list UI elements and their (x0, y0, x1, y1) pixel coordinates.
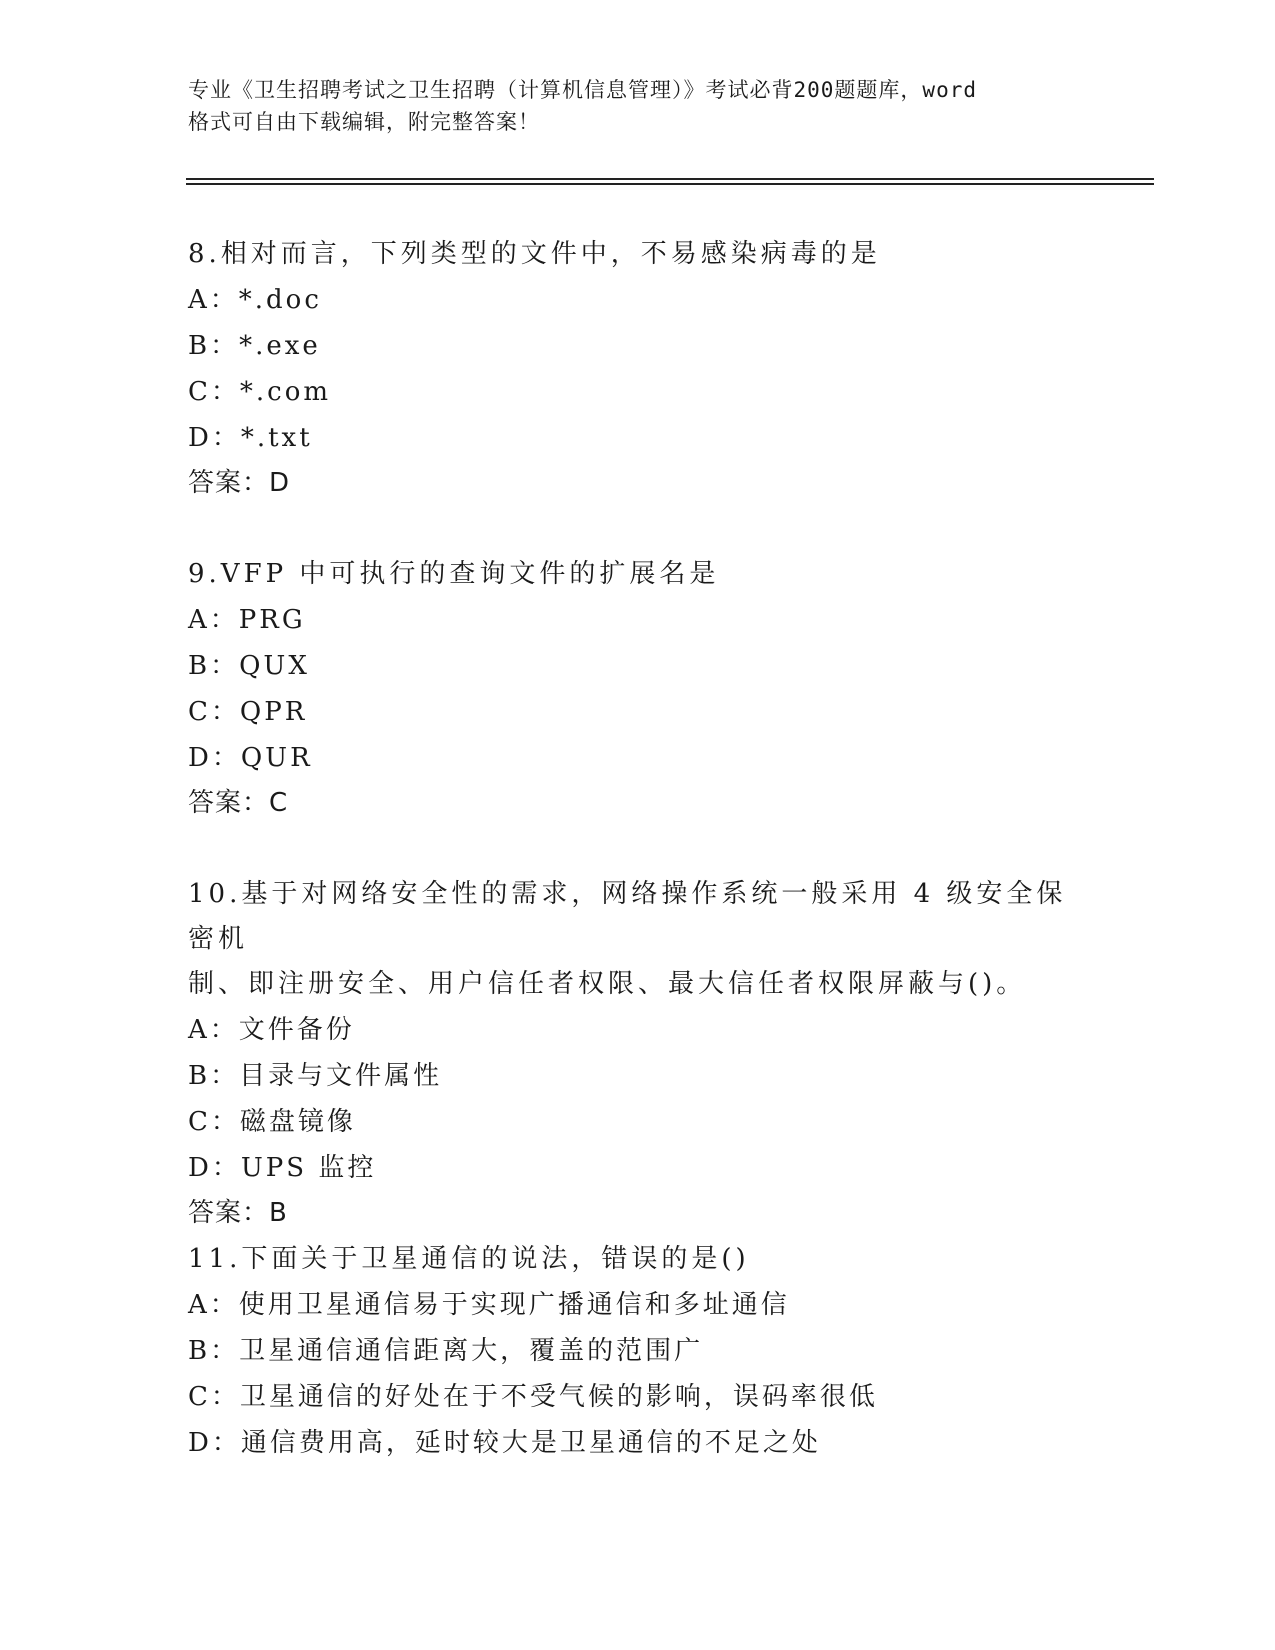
answer: 答案：C (188, 788, 289, 818)
answer: 答案：B (188, 1198, 288, 1228)
option-c: C：卫星通信的好处在于不受气候的影响，误码率很低 (188, 1382, 878, 1412)
question-8 (188, 232, 1088, 505)
header-divider-top (186, 178, 1154, 180)
option-b: B：卫星通信通信距离大，覆盖的范围广 (188, 1336, 704, 1366)
option-d: D：通信费用高，延时较大是卫星通信的不足之处 (188, 1428, 821, 1458)
option-b: B：*.exe (188, 331, 321, 361)
header-divider-bottom (186, 183, 1154, 185)
answer: 答案：D (188, 468, 291, 498)
question-stem: 11.下面关于卫星通信的说法，错误的是() (188, 1244, 750, 1274)
option-a: A：文件备份 (188, 1015, 355, 1045)
question-9 (188, 552, 1088, 825)
option-c: C：磁盘镜像 (188, 1107, 356, 1137)
option-a: A：*.doc (188, 285, 322, 315)
option-d: D：*.txt (188, 423, 313, 453)
option-d: D：QUR (188, 743, 313, 773)
document-header (188, 74, 1108, 138)
question-stem-line-1: 10.基于对网络安全性的需求，网络操作系统一般采用 4 级安全保密机 (188, 879, 1067, 954)
option-a: A：PRG (188, 605, 306, 635)
option-b: B：目录与文件属性 (188, 1061, 443, 1091)
question-stem-line-2: 制、即注册安全、用户信任者权限、最大信任者权限屏蔽与()。 (188, 969, 1027, 999)
header-line-2: 格式可自由下载编辑，附完整答案！ (188, 110, 540, 134)
header-line-1: 专业《卫生招聘考试之卫生招聘（计算机信息管理）》考试必背200题题库，word (188, 78, 977, 102)
question-stem: 9.VFP 中可执行的查询文件的扩展名是 (188, 559, 720, 589)
option-d: D：UPS 监控 (188, 1153, 377, 1183)
question-10 (188, 872, 1088, 1235)
question-stem: 8.相对而言，下列类型的文件中，不易感染病毒的是 (188, 239, 881, 269)
option-b: B：QUX (188, 651, 310, 681)
option-a: A：使用卫星通信易于实现广播通信和多址通信 (188, 1290, 790, 1320)
option-c: C：*.com (188, 377, 332, 407)
option-c: C：QPR (188, 697, 308, 727)
question-11 (188, 1237, 1088, 1466)
